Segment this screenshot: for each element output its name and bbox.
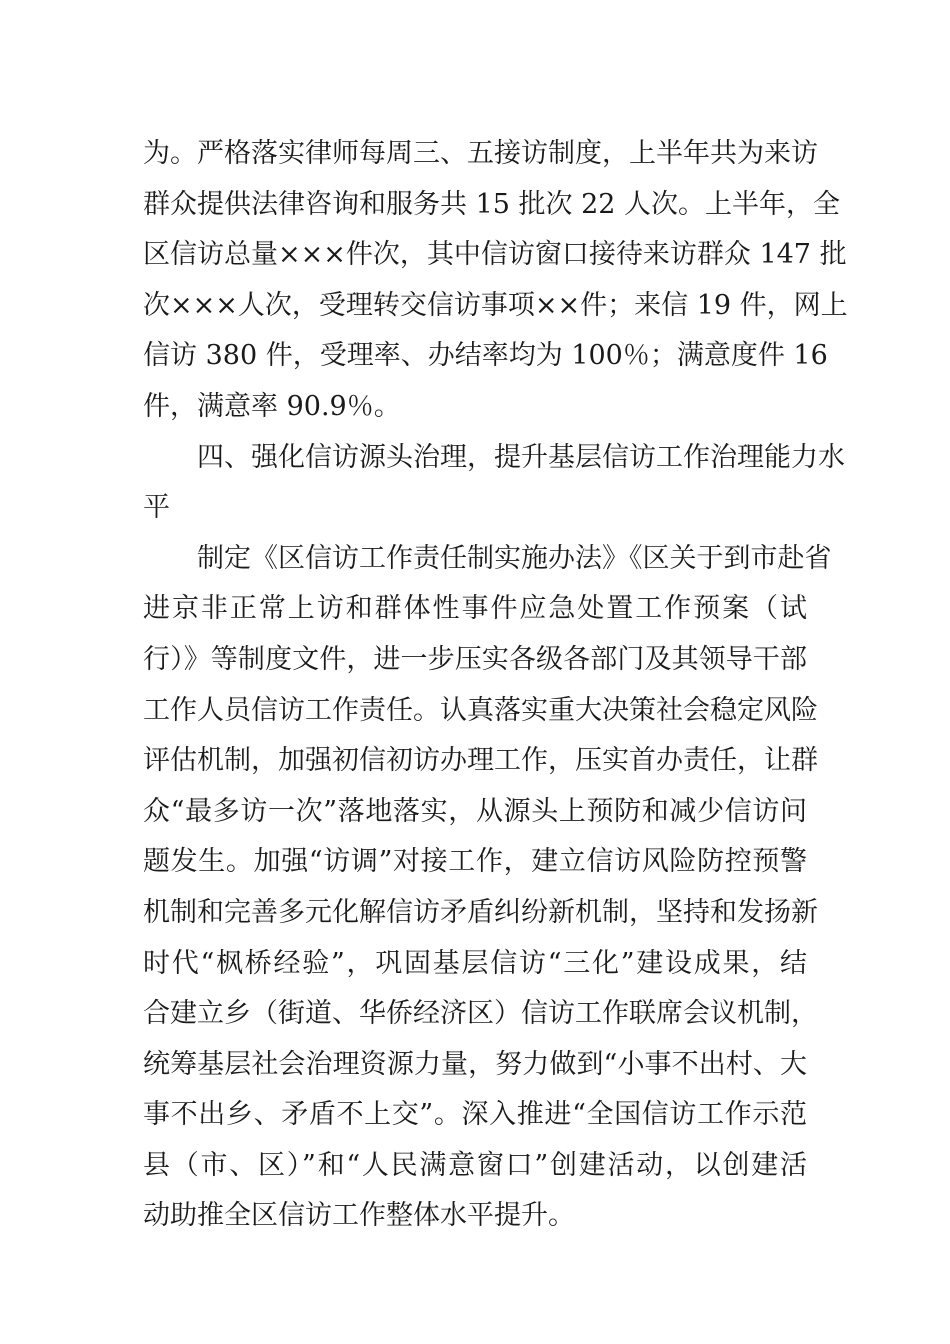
- paragraph-source-governance: [143, 534, 832, 1242]
- paragraph-stats: [143, 129, 848, 433]
- text-line: 制定《区信访工作责任制实施办法》《区关于到市赴省: [143, 542, 832, 574]
- text-line: 县（市、区）”和“人民满意窗口”创建活动，以创建活: [143, 1149, 807, 1181]
- heading-line: 四、强化信访源头治理，提升基层信访工作治理能力水: [143, 441, 845, 473]
- text-line: 时代“枫桥经验”，巩固基层信访“三化”建设成果，结: [143, 947, 807, 979]
- text-line: 信访 380 件，受理率、办结率均为 100％；满意度件 16: [143, 340, 828, 372]
- text-line: 区信访总量×××件次，其中信访窗口接待来访群众 147 批: [143, 239, 847, 271]
- text-line: 机制和完善多元化解信访矛盾纠纷新机制，坚持和发扬新: [143, 896, 818, 928]
- text-line: 题发生。加强“访调”对接工作，建立信访风险防控预警: [143, 846, 807, 878]
- text-line: 行）》等制度文件，进一步压实各级各部门及其领导干部: [143, 643, 807, 675]
- document-body: [143, 129, 848, 1242]
- text-line: 评估机制，加强初信初访办理工作，压实首办责任，让群: [143, 745, 818, 777]
- text-line: 为。严格落实律师每周三、五接访制度，上半年共为来访: [143, 138, 818, 169]
- text-line: 事不出乡、矛盾不上交”。深入推进“全国信访工作示范: [143, 1099, 807, 1131]
- text-line: 群众提供法律咨询和服务共 15 批次 22 人次。上半年，全: [143, 188, 841, 220]
- text-line: 次×××人次，受理转交信访事项××件；来信 19 件，网上: [143, 289, 848, 321]
- section-heading-four: [143, 433, 845, 534]
- text-line: 统筹基层社会治理资源力量，努力做到“小事不出村、大: [143, 1048, 807, 1080]
- text-line: 进京非正常上访和群体性事件应急处置工作预案（试: [143, 593, 807, 625]
- text-line: 动助推全区信访工作整体水平提升。: [143, 1200, 575, 1232]
- text-line: 合建立乡（街道、华侨经济区）信访工作联席会议机制，: [143, 998, 818, 1030]
- heading-line: 平: [143, 492, 170, 524]
- text-line: 众“最多访一次”落地落实，从源头上预防和减少信访问: [143, 795, 807, 827]
- text-line: 件，满意率 90.9％。: [143, 390, 401, 422]
- text-line: 工作人员信访工作责任。认真落实重大决策社会稳定风险: [143, 694, 818, 726]
